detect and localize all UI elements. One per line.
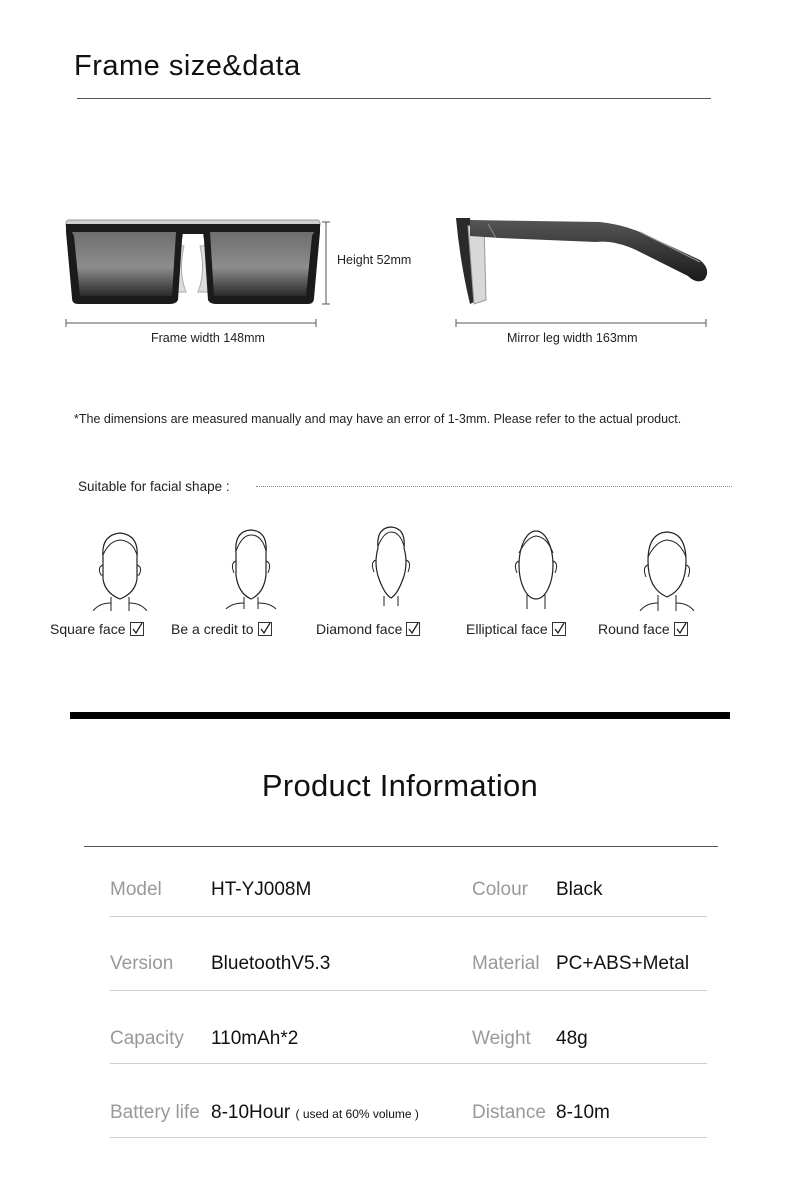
- capacity-label: Capacity: [110, 1028, 184, 1049]
- weight-value: 48g: [556, 1028, 588, 1049]
- battery-life-label: Battery life: [110, 1102, 200, 1123]
- weight-label: Weight: [472, 1028, 531, 1049]
- checkbox-checked-icon: [130, 622, 144, 636]
- checkbox-checked-icon: [674, 622, 688, 636]
- info-row: [110, 990, 707, 1064]
- info-row: [110, 843, 707, 917]
- model-value: HT-YJ008M: [211, 879, 312, 900]
- measurement-note: *The dimensions are measured manually and may have an error of 1-3mm. Please refer to the actual product.: [74, 412, 682, 426]
- capacity-value: 110mAh*2: [211, 1028, 299, 1049]
- row-divider: [110, 1137, 707, 1138]
- leg-width-label: Mirror leg width 163mm: [507, 331, 638, 345]
- glasses-side-view: [456, 218, 707, 304]
- face-label-credit: Be a credit to: [171, 621, 272, 637]
- info-row: [110, 917, 707, 991]
- checkbox-checked-icon: [552, 622, 566, 636]
- section-separator: [70, 712, 730, 719]
- material-value: PC+ABS+Metal: [556, 953, 690, 974]
- checkbox-checked-icon: [258, 622, 272, 636]
- section-title-frame: Frame size&data: [74, 50, 301, 82]
- colour-value: Black: [556, 879, 603, 900]
- version-label: Version: [110, 953, 174, 974]
- material-label: Material: [472, 953, 540, 974]
- battery-life-note: ( used at 60% volume ): [295, 1107, 419, 1121]
- face-elliptical-icon: [505, 525, 567, 609]
- distance-label: Distance: [472, 1102, 546, 1123]
- face-label-square: Square face: [50, 621, 144, 637]
- height-label: Height 52mm: [337, 253, 412, 267]
- version-value: BluetoothV5.3: [211, 953, 331, 974]
- face-diamond-icon: [360, 522, 422, 606]
- face-label-round: Round face: [598, 621, 688, 637]
- glasses-illustrations: [0, 0, 800, 400]
- checkbox-checked-icon: [406, 622, 420, 636]
- dotted-divider: [256, 486, 732, 487]
- section-title-product-info: Product Information: [261, 768, 539, 803]
- glasses-front-view: [66, 220, 320, 304]
- face-round-icon: [636, 527, 698, 611]
- colour-label: Colour: [472, 879, 528, 900]
- face-label-elliptical: Elliptical face: [466, 621, 566, 637]
- battery-life-value: 8-10Hour ( used at 60% volume ): [211, 1102, 419, 1123]
- suitable-label: Suitable for facial shape :: [78, 479, 230, 494]
- frame-width-label: Frame width 148mm: [151, 331, 265, 345]
- model-label: Model: [110, 879, 162, 900]
- face-label-diamond: Diamond face: [316, 621, 420, 637]
- info-row: [110, 1064, 707, 1138]
- face-square-icon: [89, 527, 151, 611]
- distance-value: 8-10m: [556, 1102, 610, 1123]
- face-credit-icon: [220, 525, 282, 609]
